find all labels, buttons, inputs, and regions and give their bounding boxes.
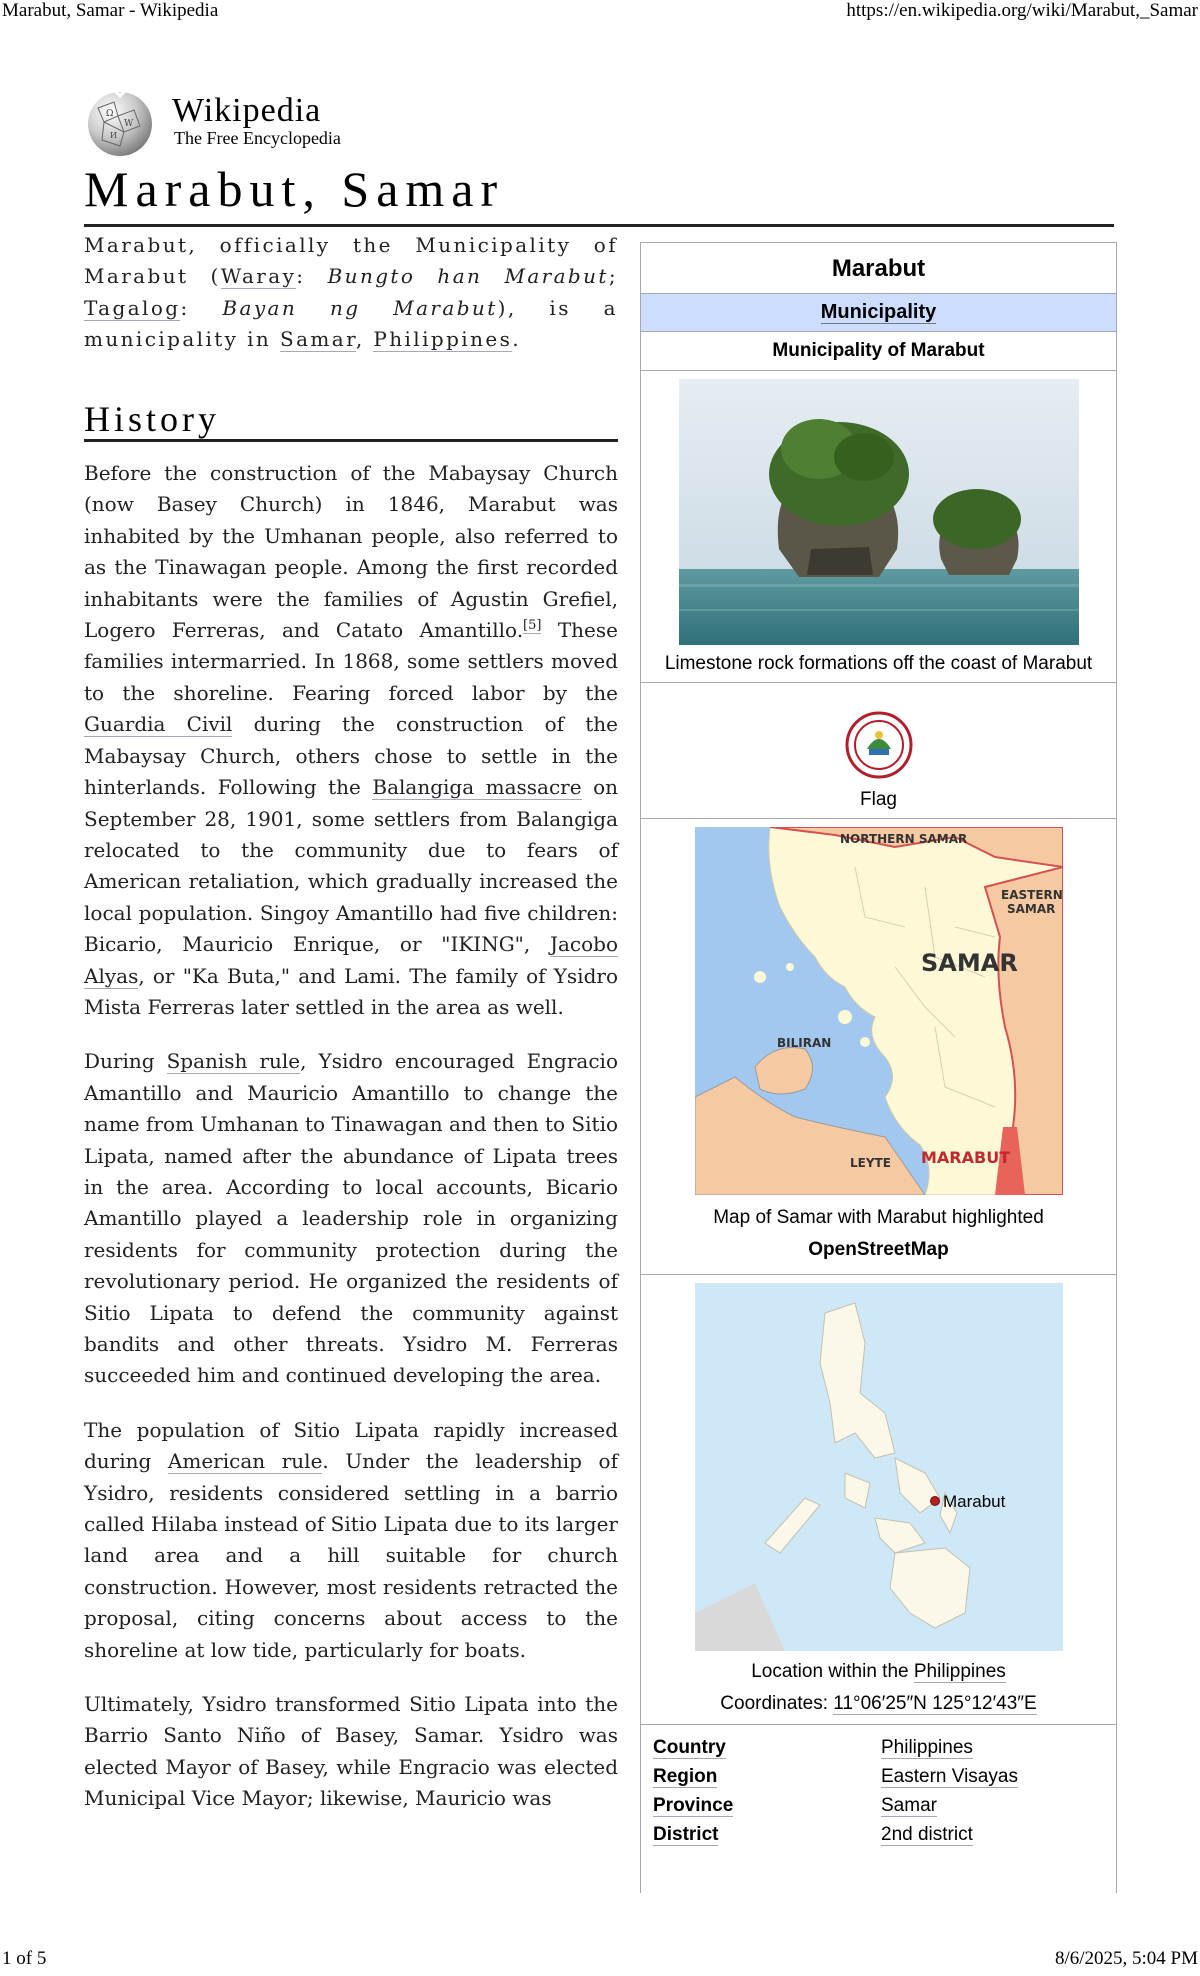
coordinates: [641, 1690, 1116, 1724]
coordinates-link[interactable]: 11°06′25″N 125°12′43″E: [833, 1693, 1037, 1714]
waray-link[interactable]: Waray: [220, 264, 297, 289]
paragraph-text: Before the construction of the Mabaysay Church (now Basey Church) in 1846, Marabut was inhabited by the Umhanan people, also referred to as the Tinawagan people. Among the first recorded inhabitants were the families of Agustin Grefiel, Logero Ferreras, and Catato Amantillo.: [84, 461, 618, 643]
caption-text: Location within the: [751, 1661, 914, 1682]
infobox-title: Marabut: [831, 255, 926, 282]
lead-paragraph: [84, 230, 618, 356]
infobox-row-district: [641, 1820, 1116, 1849]
lead-text: ,: [355, 327, 374, 352]
balangiga-massacre-link[interactable]: Balangiga massacre: [372, 775, 582, 800]
paragraph-text: . Under the leadership of Ysidro, residents considered settling in a barrio called Hilaba instead of Sitio Lipata due to its larger land area and a hill suitable for church construction. However, most residents retracted the proposal, citing concerns about access to the shoreline at low tide, particularly for boats.: [84, 1449, 618, 1662]
wikipedia-tagline: The Free Encyclopedia: [174, 128, 341, 148]
map-label-samar: SAMAR: [920, 949, 1018, 977]
region-label-link[interactable]: Region: [653, 1766, 718, 1787]
region-value-link[interactable]: Eastern Visayas: [881, 1766, 1018, 1787]
municipal-seal-icon[interactable]: [845, 711, 913, 779]
print-footer: [0, 1948, 1200, 1976]
wikipedia-globe-icon: [84, 86, 156, 158]
province-label-link[interactable]: Province: [653, 1795, 734, 1816]
svg-text:Ω: Ω: [106, 109, 114, 119]
philippines-locator-map[interactable]: [695, 1283, 1063, 1651]
map-label-northern-samar: NORTHERN SAMAR: [839, 832, 967, 846]
paragraph-text: These families intermarried. In 1868, some settlers moved to the shoreline. Fearing forced labor by the: [84, 618, 618, 705]
infobox: [640, 242, 1117, 1893]
page-title: Marabut, Samar: [84, 160, 1114, 227]
history-paragraph-4: Ultimately, Ysidro transformed Sitio Lipata into the Barrio Santo Niño of Basey, Samar. Ysidro was elected Mayor of Basey, while Engracio was elected Municipal Vice Mayor; likewise, Mauricio was: [84, 1692, 618, 1811]
lead-text: ), is a municipality in: [84, 295, 618, 352]
country-label-link[interactable]: Country: [653, 1737, 726, 1758]
map-label-marabut: MARABUT: [920, 1148, 1010, 1167]
paragraph-text: , Ysidro encouraged Engracio Amantillo and Mauricio Amantillo to change the name from Umhanan to Tinawagan and then to Sitio Lipata, named after the abundance of Lipata trees in the area. According to local accounts, Bicario Amantillo played a leadership role in organizing residents for community protection during the revolutionary period. He organized the residents of Sitio Lipata to defend the community against bandits and other threats. Ysidro M. Ferreras succeeded him and continued developing the area.: [84, 1049, 618, 1388]
paragraph-text: , or "Ka Buta," and Lami. The family of Ysidro Mista Ferreras later settled in the area as well.: [84, 963, 618, 1019]
map-label-eastern: EASTERN: [1000, 888, 1063, 902]
lead-text: :: [180, 295, 223, 320]
american-rule-link[interactable]: American rule: [167, 1449, 323, 1474]
print-header: [0, 0, 1200, 24]
infobox-type: [641, 293, 1116, 332]
print-page-title: Marabut, Samar - Wikipedia: [2, 0, 219, 21]
jacobo-alyas-link[interactable]: Jacobo Alyas: [84, 932, 618, 988]
flag-caption: Flag: [860, 789, 897, 810]
paragraph-text: during the construction of the Mabaysay Church, others chose to settle in the hinterlands. Following the: [84, 712, 618, 800]
svg-text:И: И: [110, 131, 117, 140]
openstreetmap-link[interactable]: OpenStreetMap: [808, 1239, 949, 1260]
map-marker-label: Marabut: [942, 1492, 1005, 1511]
paragraph-text: on September 28, 1901, some settlers from Balangiga relocated to the community due to fears of American retaliation, which gradually increased the local population. Singoy Amantillo had five children: Bicario, Mauricio Enrique, or "IKING",: [84, 775, 619, 957]
samar-link[interactable]: Samar: [279, 327, 356, 352]
municipality-link[interactable]: Municipality: [820, 301, 937, 323]
coordinates-label: Coordinates:: [720, 1693, 834, 1714]
lead-text: :: [296, 264, 328, 289]
history-heading: History: [84, 404, 618, 442]
photo-caption: Limestone rock formations off the coast of Marabut: [664, 653, 1093, 674]
district-label-link[interactable]: District: [653, 1824, 719, 1845]
flag-cell: [641, 683, 1116, 819]
philippines-map-cell: [641, 1275, 1116, 1725]
samar-locator-map[interactable]: [695, 827, 1063, 1195]
history-paragraph-3: [84, 1415, 618, 1666]
samar-map-caption: Map of Samar with Marabut highlighted: [713, 1207, 1044, 1228]
paragraph-text: The population of Sitio Lipata rapidly increased during: [84, 1417, 618, 1474]
infobox-fields: [641, 1725, 1116, 1849]
photo-cell: [641, 371, 1116, 683]
philippines-link[interactable]: Philippines: [373, 327, 513, 352]
infobox-official-name: Municipality of Marabut: [641, 332, 1116, 371]
map-label-samar-east: SAMAR: [1006, 902, 1055, 916]
tagalog-name: Bayan ng Marabut: [222, 295, 498, 320]
history-paragraph-1: [84, 458, 618, 1023]
lead-text: Marabut, officially the Municipality of Marabut (: [84, 233, 618, 289]
location-caption: [641, 1656, 1116, 1690]
reference-link[interactable]: [5]: [523, 618, 542, 634]
history-paragraph-2: [84, 1046, 618, 1391]
article-body: [84, 230, 618, 1838]
svg-text:W: W: [124, 119, 134, 129]
lead-text: .: [512, 327, 522, 352]
wikipedia-wordmark: Wikipedia: [172, 92, 322, 129]
print-page-number: 1 of 5: [2, 1948, 47, 1969]
province-value-link[interactable]: Samar: [881, 1795, 937, 1816]
lead-text: ;: [608, 264, 618, 289]
infobox-row-region: [641, 1762, 1116, 1791]
wikipedia-logo[interactable]: [84, 86, 384, 156]
guardia-civil-link[interactable]: Guardia Civil: [84, 712, 233, 737]
district-value-link[interactable]: 2nd district: [881, 1824, 973, 1845]
map-label-biliran: BILIRAN: [776, 1036, 831, 1050]
paragraph-text: During: [84, 1049, 167, 1074]
tagalog-link[interactable]: Tagalog: [84, 295, 181, 320]
map-label-leyte: LEYTE: [849, 1156, 891, 1170]
infobox-row-province: [641, 1791, 1116, 1820]
philippines-link[interactable]: Philippines: [913, 1661, 1006, 1682]
infobox-row-country: [641, 1733, 1116, 1762]
waray-name: Bungto han Marabut: [327, 264, 609, 289]
print-datetime: 8/6/2025, 5:04 PM: [1054, 1948, 1198, 1969]
spanish-rule-link[interactable]: Spanish rule: [166, 1049, 301, 1074]
country-value-link[interactable]: Philippines: [881, 1737, 973, 1758]
samar-map-cell: [641, 819, 1116, 1275]
print-url: https://en.wikipedia.org/wiki/Marabut,_Samar: [846, 0, 1198, 21]
rock-formation-photo[interactable]: [679, 379, 1079, 645]
